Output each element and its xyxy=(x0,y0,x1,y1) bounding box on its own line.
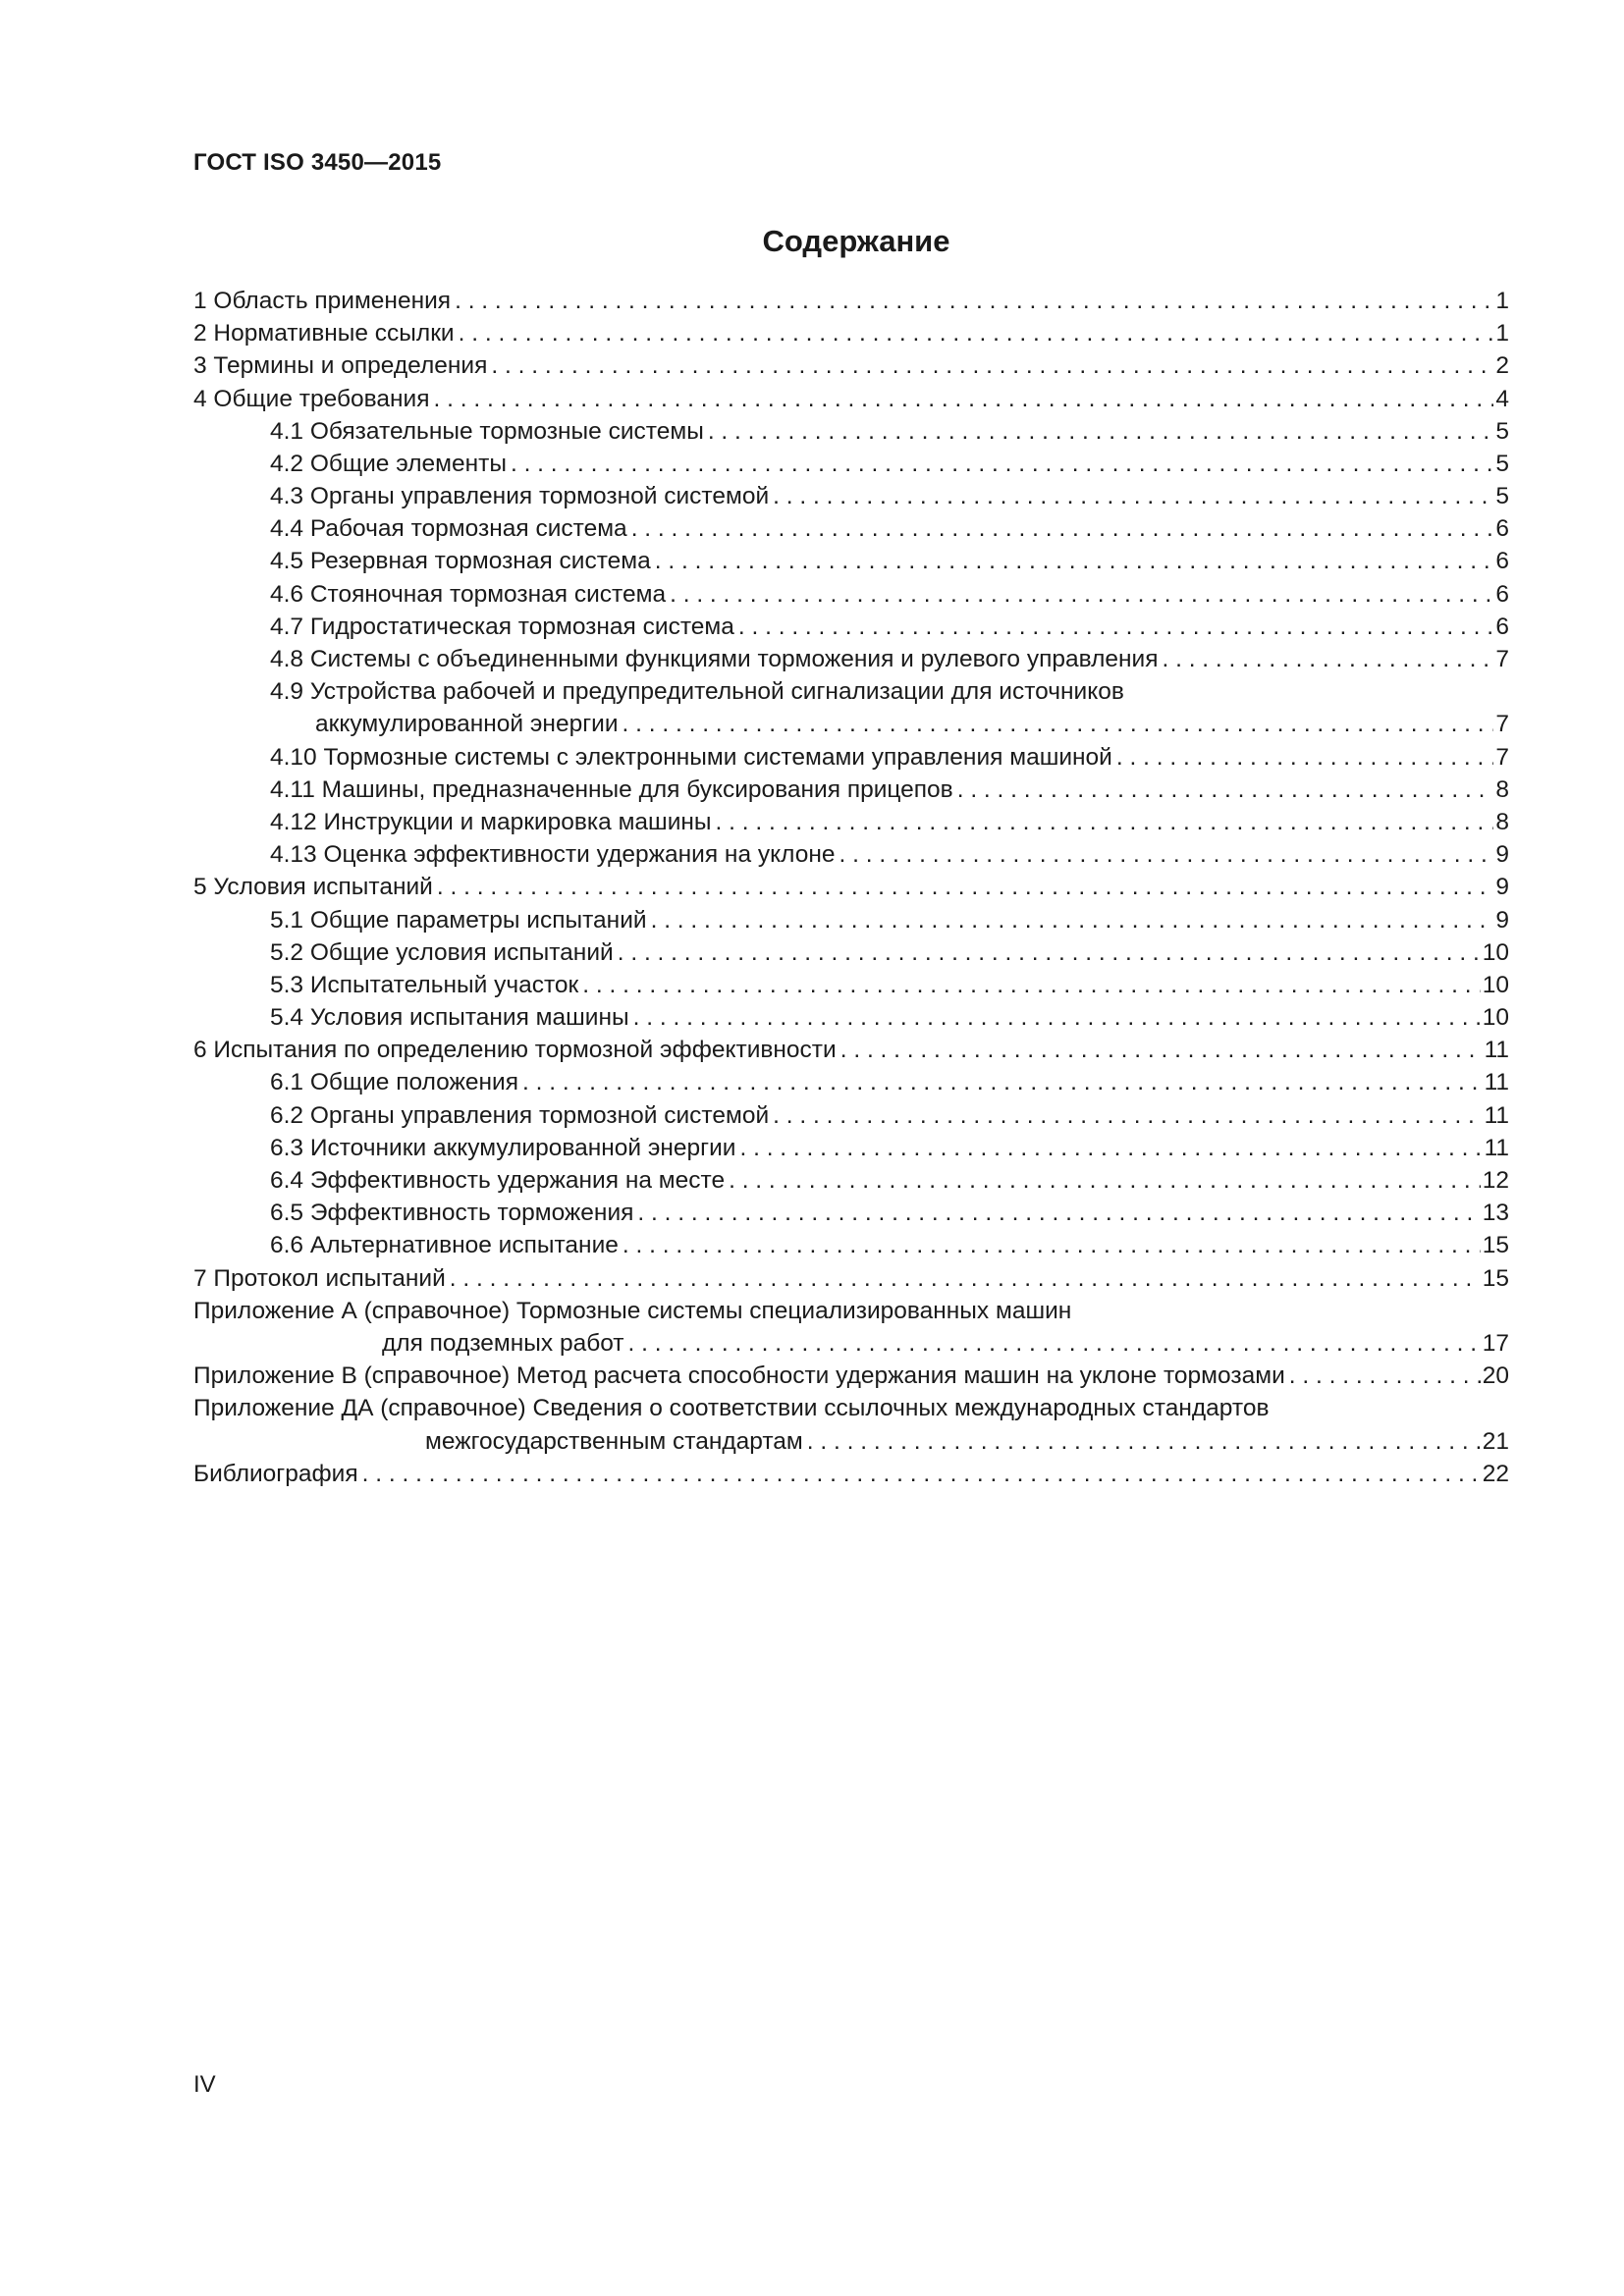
dot-leader xyxy=(729,1164,1481,1197)
toc-entry[interactable] xyxy=(193,1360,1509,1392)
toc-entry-title: 4.4 Рабочая тормозная система xyxy=(270,512,631,545)
toc-entry[interactable] xyxy=(193,383,1509,415)
toc-entry-first-line[interactable] xyxy=(193,1392,1509,1424)
toc-entry[interactable] xyxy=(193,1229,1509,1261)
toc-entry-page: 10 xyxy=(1482,971,1509,998)
dot-leader xyxy=(655,545,1494,577)
toc-entry-page: 9 xyxy=(1495,874,1509,901)
toc-entry-first-line[interactable] xyxy=(193,675,1509,708)
toc-entry-title: 4.5 Резервная тормозная система xyxy=(270,545,655,577)
toc-entry[interactable] xyxy=(193,512,1509,545)
toc-entry-title: 6.4 Эффективность удержания на месте xyxy=(270,1164,729,1197)
toc-entry-page: 17 xyxy=(1482,1329,1509,1357)
toc-entry[interactable] xyxy=(193,546,1509,578)
dot-leader xyxy=(670,578,1493,611)
dot-leader xyxy=(739,1132,1482,1164)
toc-entry-title: 4.9 Устройства рабочей и предупредительной сигнализации для источников xyxy=(270,678,1128,705)
toc-entry[interactable] xyxy=(193,904,1509,936)
toc-entry-page: 7 xyxy=(1495,743,1509,771)
dot-leader xyxy=(1116,741,1493,774)
dot-leader xyxy=(455,285,1493,317)
toc-entry-page: 11 xyxy=(1484,1069,1509,1096)
toc-entry-title: 6.6 Альтернативное испытание xyxy=(270,1229,623,1261)
toc-entry-page: 8 xyxy=(1495,808,1509,835)
toc-entry-title: 5.4 Условия испытания машины xyxy=(270,1001,633,1034)
dot-leader xyxy=(623,708,1494,740)
toc-entry[interactable] xyxy=(193,741,1509,774)
toc-entry-title: 4.8 Системы с объединенными функциями торможения и рулевого управления xyxy=(270,643,1162,675)
toc-title: Содержание xyxy=(762,224,950,258)
toc-entry-title: 4.3 Органы управления тормозной системой xyxy=(270,480,773,512)
dot-leader xyxy=(1289,1360,1481,1392)
dot-leader xyxy=(716,806,1494,838)
dot-leader xyxy=(450,1262,1481,1295)
toc-entry-title: 1 Область применения xyxy=(193,285,455,317)
toc-entry-title-continued: для подземных работ xyxy=(382,1327,628,1360)
toc-entry[interactable] xyxy=(193,1262,1509,1295)
toc-entry-title: Библиография xyxy=(193,1458,362,1490)
toc-entry-title: 4.2 Общие элементы xyxy=(270,448,511,480)
toc-entry-page: 10 xyxy=(1482,938,1509,966)
toc-entry-title: 4.12 Инструкции и маркировка машины xyxy=(270,806,716,838)
toc-entry-page: 12 xyxy=(1482,1167,1509,1195)
toc-entry-page: 7 xyxy=(1495,646,1509,673)
toc-entry[interactable] xyxy=(193,1067,1509,1099)
toc-entry-title: Приложение ДА (справочное) Сведения о соответствии ссылочных международных стандартов xyxy=(193,1395,1272,1421)
dot-leader xyxy=(511,448,1493,480)
table-of-contents xyxy=(193,285,1509,1490)
dot-leader xyxy=(437,871,1493,903)
toc-entry[interactable] xyxy=(193,480,1509,512)
toc-entry[interactable] xyxy=(193,285,1509,317)
toc-entry-page: 5 xyxy=(1495,483,1509,510)
toc-entry[interactable] xyxy=(193,936,1509,969)
toc-entry-page: 1 xyxy=(1495,320,1509,347)
toc-entry[interactable] xyxy=(193,349,1509,382)
toc-entry-continuation[interactable] xyxy=(193,1425,1509,1458)
toc-entry-title: Приложение А (справочное) Тормозные системы специализированных машин xyxy=(193,1298,1075,1324)
toc-entry-page: 2 xyxy=(1495,352,1509,380)
dot-leader xyxy=(840,1034,1483,1066)
toc-entry-title: 6 Испытания по определению тормозной эффективности xyxy=(193,1034,840,1066)
toc-entry-title: 6.2 Органы управления тормозной системой xyxy=(270,1099,773,1132)
dot-leader xyxy=(522,1066,1483,1098)
toc-entry-page: 9 xyxy=(1495,841,1509,869)
dot-leader xyxy=(957,774,1494,806)
toc-entry-title: Приложение В (справочное) Метод расчета способности удержания машин на уклоне тормозами xyxy=(193,1360,1289,1392)
toc-entry-page: 22 xyxy=(1482,1460,1509,1487)
document-designation: ГОСТ ISO 3450—2015 xyxy=(193,149,442,176)
toc-entry[interactable] xyxy=(193,1099,1509,1132)
toc-entry-title-continued: аккумулированной энергии xyxy=(315,708,623,740)
dot-leader xyxy=(582,969,1480,1001)
dot-leader xyxy=(631,512,1494,545)
dot-leader xyxy=(708,415,1494,448)
toc-entry[interactable] xyxy=(193,1034,1509,1066)
dot-leader xyxy=(807,1425,1481,1458)
toc-entry-page: 6 xyxy=(1495,515,1509,543)
toc-entry-page: 5 xyxy=(1495,417,1509,445)
toc-entry[interactable] xyxy=(193,969,1509,1001)
toc-entry[interactable] xyxy=(193,871,1509,903)
toc-entry-first-line[interactable] xyxy=(193,1295,1509,1327)
page-number: IV xyxy=(193,2071,216,2098)
dot-leader xyxy=(637,1197,1480,1229)
toc-entry-title: 4.6 Стояночная тормозная система xyxy=(270,578,670,611)
toc-entry-title: 2 Нормативные ссылки xyxy=(193,317,459,349)
toc-entry-page: 10 xyxy=(1482,1004,1509,1032)
toc-entry[interactable] xyxy=(193,611,1509,643)
toc-entry-title: 4.1 Обязательные тормозные системы xyxy=(270,415,708,448)
toc-entry[interactable] xyxy=(193,317,1509,349)
toc-entry[interactable] xyxy=(193,1458,1509,1490)
toc-entry-title-continued: межгосударственным стандартам xyxy=(425,1425,807,1458)
toc-entry[interactable] xyxy=(193,448,1509,480)
toc-entry[interactable] xyxy=(193,1001,1509,1034)
toc-entry-title: 4.13 Оценка эффективности удержания на уклоне xyxy=(270,838,839,871)
toc-entry[interactable] xyxy=(193,806,1509,838)
toc-entry-title: 4.7 Гидростатическая тормозная система xyxy=(270,611,738,643)
toc-entry-title: 5.2 Общие условия испытаний xyxy=(270,936,618,969)
toc-entry[interactable] xyxy=(193,1197,1509,1229)
dot-leader xyxy=(651,904,1494,936)
toc-entry-page: 11 xyxy=(1484,1037,1509,1064)
toc-entry-title: 3 Термины и определения xyxy=(193,349,491,382)
dot-leader xyxy=(773,480,1493,512)
toc-entry[interactable] xyxy=(193,578,1509,611)
toc-entry-page: 21 xyxy=(1482,1427,1509,1455)
toc-entry-page: 6 xyxy=(1495,613,1509,640)
toc-entry[interactable] xyxy=(193,643,1509,675)
toc-entry-title: 5.1 Общие параметры испытаний xyxy=(270,904,651,936)
toc-entry-page: 13 xyxy=(1482,1200,1509,1227)
toc-entry-title: 4 Общие требования xyxy=(193,383,434,415)
toc-entry-title: 5.3 Испытательный участок xyxy=(270,969,582,1001)
toc-entry-page: 5 xyxy=(1495,450,1509,477)
toc-entry-title: 4.10 Тормозные системы с электронными системами управления машиной xyxy=(270,741,1116,774)
toc-entry[interactable] xyxy=(193,415,1509,448)
dot-leader xyxy=(738,611,1494,643)
dot-leader xyxy=(628,1327,1481,1360)
toc-entry-page: 8 xyxy=(1495,775,1509,803)
toc-entry-page: 6 xyxy=(1495,580,1509,608)
dot-leader xyxy=(839,838,1493,871)
dot-leader xyxy=(623,1229,1481,1261)
toc-entry-page: 4 xyxy=(1495,385,1509,412)
toc-entry-title: 6.5 Эффективность торможения xyxy=(270,1197,637,1229)
dot-leader xyxy=(773,1099,1482,1132)
dot-leader xyxy=(362,1458,1481,1490)
toc-entry-page: 11 xyxy=(1484,1101,1509,1129)
toc-entry-title: 4.11 Машины, предназначенные для буксирования прицепов xyxy=(270,774,957,806)
dot-leader xyxy=(633,1001,1481,1034)
dot-leader xyxy=(434,383,1494,415)
toc-entry-page: 11 xyxy=(1484,1134,1509,1161)
dot-leader xyxy=(618,936,1481,969)
toc-entry-page: 9 xyxy=(1495,906,1509,934)
toc-entry-title: 7 Протокол испытаний xyxy=(193,1262,450,1295)
dot-leader xyxy=(1162,643,1493,675)
toc-entry[interactable] xyxy=(193,1164,1509,1197)
toc-entry-page: 15 xyxy=(1482,1264,1509,1292)
toc-entry-page: 7 xyxy=(1495,711,1509,738)
toc-entry[interactable] xyxy=(193,774,1509,806)
toc-entry[interactable] xyxy=(193,838,1509,871)
toc-entry-title: 6.3 Источники аккумулированной энергии xyxy=(270,1132,739,1164)
toc-entry-page: 15 xyxy=(1482,1232,1509,1259)
toc-entry-page: 6 xyxy=(1495,548,1509,575)
dot-leader xyxy=(491,349,1493,382)
toc-entry-title: 5 Условия испытаний xyxy=(193,871,437,903)
toc-entry[interactable] xyxy=(193,1132,1509,1164)
dot-leader xyxy=(459,317,1494,349)
toc-entry-title: 6.1 Общие положения xyxy=(270,1066,522,1098)
toc-entry-page: 1 xyxy=(1495,287,1509,314)
toc-entry-continuation[interactable] xyxy=(193,1327,1509,1360)
toc-entry-page: 20 xyxy=(1482,1362,1509,1390)
toc-entry-continuation[interactable] xyxy=(193,708,1509,740)
